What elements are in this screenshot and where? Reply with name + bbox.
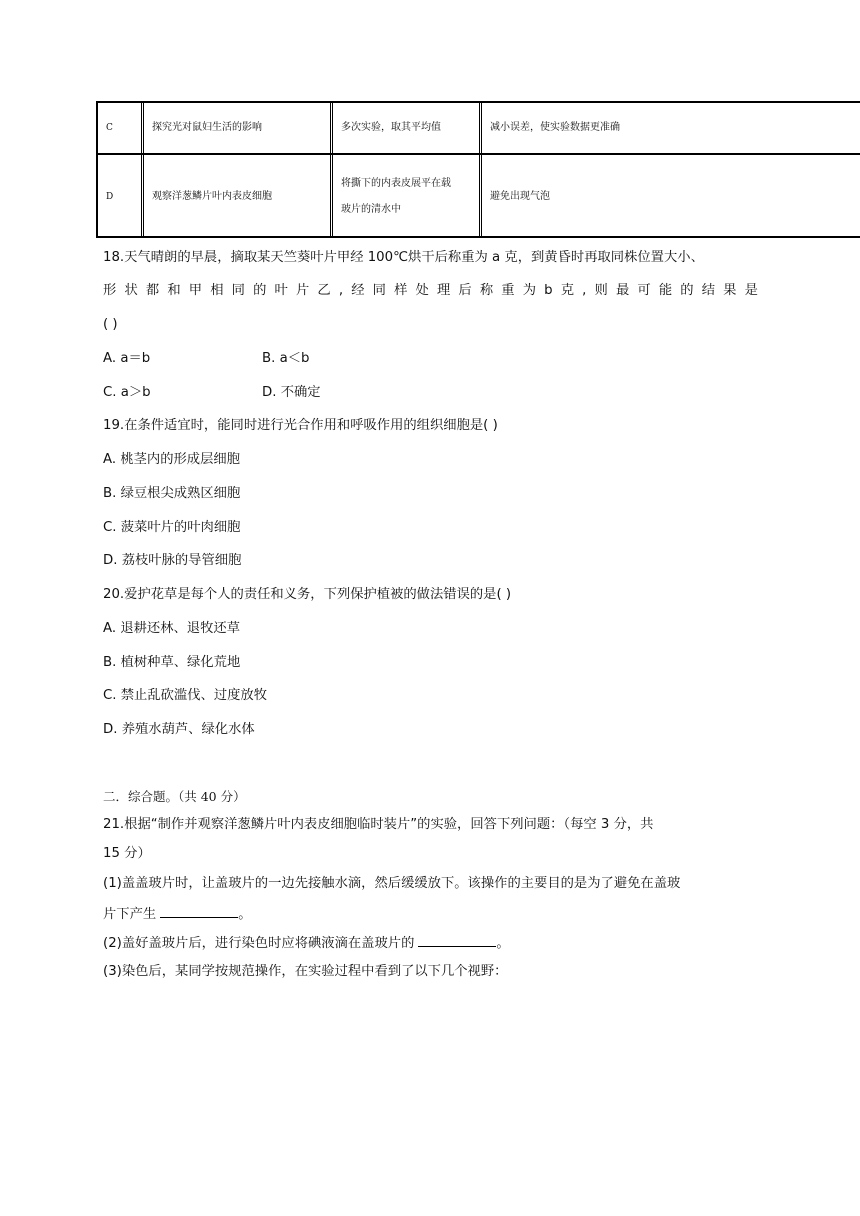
row-method [333, 155, 482, 238]
q21-part1-end: 。 [238, 907, 252, 922]
q18-stem-char: 片 [295, 283, 310, 298]
q18-stem-char: 结 [701, 283, 716, 298]
q20-stem: 20.爱护花草是每个人的责任和义务，下列保护植被的做法错误的是( ) [103, 587, 512, 602]
q18-stem-line1: 18.天气晴朗的早晨，摘取某天竺葵叶片甲经 100℃烘干后称重为 a 克，到黄昏时再取同株位置大小、 [103, 250, 704, 265]
q18-stem-char: 重 [501, 283, 515, 298]
q19-option-a: A. 桃茎内的形成层细胞 [103, 452, 240, 467]
table-row [98, 155, 860, 238]
q18-stem-char: 同 [231, 283, 245, 298]
q18-stem-char: 形 [103, 283, 117, 298]
q18-stem-char: 能 [658, 283, 673, 298]
q20-option-b: B. 植树种草、绿化荒地 [103, 655, 241, 670]
q21-stem-line2: 15 分） [103, 846, 151, 861]
section-title: 二．综合题。（共 40 分） [103, 789, 246, 804]
q18-stem-char: 为 [522, 283, 536, 298]
q18-stem-char: 最 [615, 283, 630, 298]
q18-stem-char: 相 [210, 283, 224, 298]
q18-stem-char: 状 [124, 283, 138, 298]
q18-stem-char: 是 [744, 283, 758, 298]
q19-option-d: D. 荔枝叶脉的导管细胞 [103, 553, 242, 568]
q18-stem-char: 克 [560, 283, 575, 298]
row-method: 多次实验，取其平均值 [333, 103, 482, 153]
method-line: 玻片的清水中 [341, 203, 401, 215]
q18-stem-char: 同 [372, 283, 386, 298]
q18-stem-char: 样 [394, 283, 408, 298]
q21-part2-text: (2)盖好盖玻片后，进行染色时应将碘液滴在盖玻片的 [103, 936, 415, 951]
q18-stem-char: 可 [637, 283, 651, 298]
q18-stem-char: , [582, 283, 587, 298]
answer-blank [160, 903, 238, 918]
q18-stem-char: 和 [167, 283, 181, 298]
q18-option-a: A. a＝b [103, 351, 151, 366]
q20-option-c: C. 禁止乱砍滥伐、过度放牧 [103, 688, 268, 703]
q18-stem-char: 的 [253, 283, 267, 298]
q18-stem-char: 的 [680, 283, 694, 298]
q21-stem-line1: 21.根据“制作并观察洋葱鳞片叶内表皮细胞临时装片”的实验，回答下列问题：（每空 3 分，共 [103, 817, 654, 832]
q19-option-c: C. 菠菜叶片的叶肉细胞 [103, 520, 241, 535]
q21-part3: (3)染色后，某同学按规范操作，在实验过程中看到了以下几个视野： [103, 964, 508, 979]
q19-option-b: B. 绿豆根尖成熟区细胞 [103, 486, 241, 501]
q21-part2 [103, 932, 510, 954]
table-row [98, 103, 860, 155]
q18-stem-char: 乙 [317, 283, 331, 298]
answer-table [96, 101, 860, 238]
row-label: C [98, 103, 144, 153]
q18-stem-char: 果 [723, 283, 737, 298]
q18-stem-line2 [103, 281, 758, 301]
row-content: 探究光对鼠妇生活的影响 [144, 103, 333, 153]
row-purpose: 避免出现气泡 [490, 190, 550, 202]
q19-stem: 19.在条件适宜时，能同时进行光合作用和呼吸作用的组织细胞是( ) [103, 418, 498, 433]
q18-stem-char: b [544, 283, 553, 298]
q20-option-d: D. 养殖水葫芦、绿化水体 [103, 722, 255, 737]
answer-blank [418, 932, 496, 947]
q18-stem-char: 甲 [188, 283, 203, 298]
q21-part1-line2 [103, 903, 251, 925]
q18-option-d: D. 不确定 [262, 385, 321, 400]
q21-part1-text: 片下产生 [103, 907, 157, 922]
row-content: 观察洋葱鳞片叶内表皮细胞 [144, 155, 333, 238]
row-label: D [98, 155, 144, 238]
q21-part1-line1: (1)盖盖玻片时，让盖玻片的一边先接触水滴，然后缓缓放下。该操作的主要目的是为了避免在盖玻 [103, 876, 681, 891]
q18-stem-char: 称 [479, 283, 494, 298]
q18-blank: ( ) [103, 317, 118, 332]
q18-stem-char: 则 [594, 283, 608, 298]
q21-part2-end: 。 [496, 936, 510, 951]
q18-option-c: C. a＞b [103, 385, 151, 400]
q20-option-a: A. 退耕还林、退牧还草 [103, 621, 240, 636]
q18-stem-char: 处 [415, 283, 429, 298]
row-purpose: 减小误差，使实验数据更准确 [490, 122, 620, 133]
q18-stem-char: 叶 [274, 283, 288, 298]
q18-option-b: B. a＜b [262, 351, 310, 366]
q18-stem-char: 理 [436, 283, 451, 298]
q18-stem-char: 后 [458, 283, 472, 298]
q18-stem-char: 经 [351, 283, 365, 298]
q18-stem-char: 都 [145, 283, 160, 298]
method-line: 将撕下的内表皮展平在载 [341, 177, 451, 189]
q18-stem-char: , [338, 283, 344, 298]
